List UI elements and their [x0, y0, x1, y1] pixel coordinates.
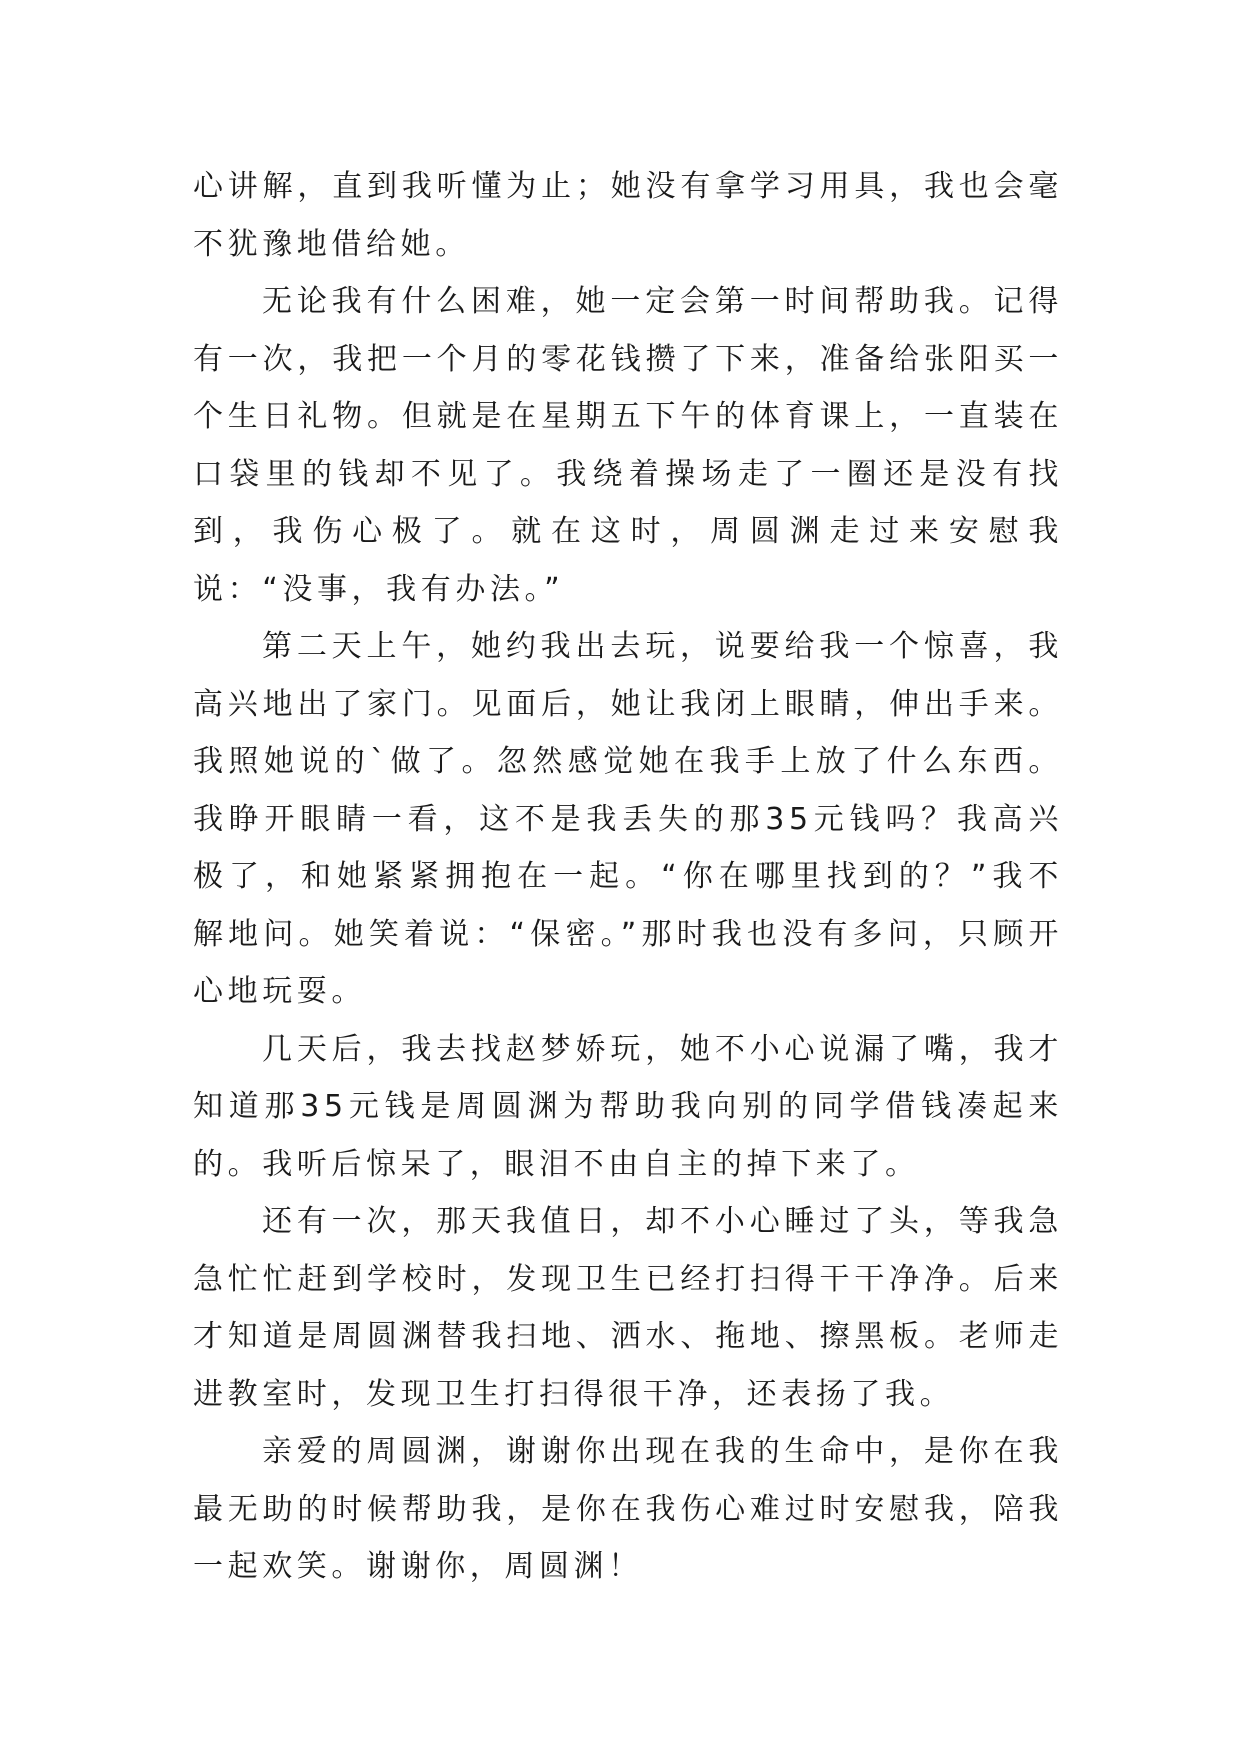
paragraph-2: 无论我有什么困难，她一定会第一时间帮助我。记得有一次，我把一个月的零花钱攒了下来，准备给张阳买一个生日礼物。但就是在星期五下午的体育课上，一直装在口袋里的钱却不见了。我绕着操场走了一圈还是没有找到，我伤心极了。就在这时，周圆渊走过来安慰我说：“没事，我有办法。” [193, 284, 1063, 607]
paragraph-4: 几天后，我去找赵梦娇玩，她不小心说漏了嘴，我才知道那35元钱是周圆渊为帮助我向别的同学借钱凑起来的。我听后惊呆了，眼泪不由自主的掉下来了。 [193, 1031, 1063, 1182]
document-body [193, 158, 1063, 1596]
paragraph-6: 亲爱的周圆渊，谢谢你出现在我的生命中，是你在我最无助的时候帮助我，是你在我伤心难过时安慰我，陪我一起欢笑。谢谢你，周圆渊！ [193, 1434, 1063, 1584]
paragraph-5: 还有一次，那天我值日，却不小心睡过了头，等我急急忙忙赶到学校时，发现卫生已经打扫得干干净净。后来才知道是周圆渊替我扫地、洒水、拖地、擦黑板。老师走进教室时，发现卫生打扫得很干净，还表扬了我。 [193, 1204, 1063, 1412]
paragraph-1: 心讲解，直到我听懂为止；她没有拿学习用具，我也会毫不犹豫地借给她。 [193, 169, 1063, 262]
paragraph-3: 第二天上午，她约我出去玩，说要给我一个惊喜，我高兴地出了家门。见面后，她让我闭上眼睛，伸出手来。我照她说的`做了。忽然感觉她在我手上放了什么东西。我睁开眼睛一看，这不是我丢失的那35元钱吗？我高兴极了，和她紧紧拥抱在一起。“你在哪里找到的？”我不解地问。她笑着说：“保密。”那时我也没有多问，只顾开心地玩耍。 [193, 629, 1063, 1009]
